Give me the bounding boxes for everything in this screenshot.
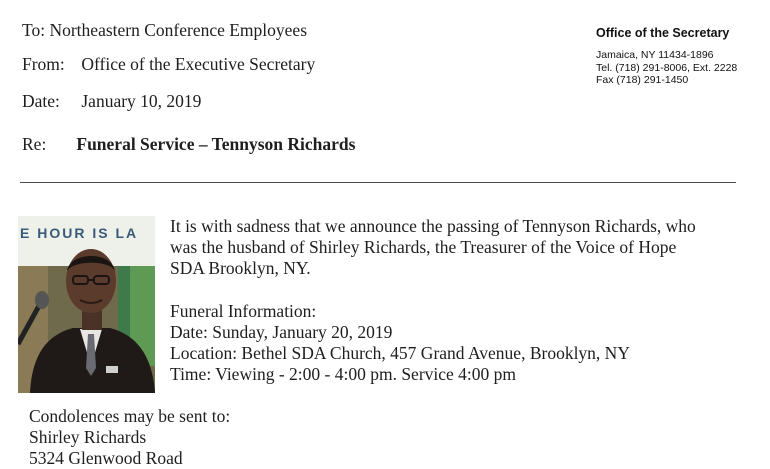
- from-label: From:: [22, 54, 65, 74]
- memo-from: [22, 54, 315, 75]
- office-fax: Fax (718) 291-1450: [596, 74, 689, 86]
- announcement-line-1: It is with sadness that we announce the passing of Tennyson Richards, who: [170, 216, 696, 236]
- office-address: Jamaica, NY 11434-1896: [596, 49, 714, 61]
- memo-to: [22, 20, 307, 41]
- date-label: Date:: [22, 91, 60, 111]
- office-tel: Tel. (718) 291-8006, Ext. 2228: [596, 61, 738, 74]
- funeral-date: Date: Sunday, January 20, 2019: [170, 322, 393, 342]
- funeral-location: Location: Bethel SDA Church, 457 Grand Avenue, Brooklyn, NY: [170, 343, 630, 363]
- to-value: Northeastern Conference Employees: [49, 20, 308, 40]
- portrait-photo: [18, 216, 155, 393]
- date-value: January 10, 2019: [81, 91, 202, 111]
- funeral-heading: Funeral Information:: [170, 301, 317, 321]
- to-label: To:: [22, 20, 46, 40]
- condolences-heading: Condolences may be sent to:: [29, 406, 231, 426]
- re-value: Funeral Service – Tennyson Richards: [76, 134, 356, 154]
- condolences-name: Shirley Richards: [29, 427, 147, 447]
- condolences-address: 5324 Glenwood Road: [29, 448, 183, 468]
- divider: [20, 182, 736, 183]
- from-value: Office of the Executive Secretary: [81, 54, 316, 74]
- memo-re: [22, 134, 355, 155]
- announcement-line-2: was the husband of Shirley Richards, the Treasurer of the Voice of Hope: [170, 237, 677, 257]
- announcement-line-3: SDA Brooklyn, NY.: [170, 258, 311, 278]
- office-title: Office of the Secretary: [596, 26, 730, 40]
- memo-date: [22, 91, 201, 112]
- funeral-time: Time: Viewing - 2:00 - 4:00 pm. Service 4:00 pm: [170, 364, 517, 384]
- office-block: [596, 26, 737, 87]
- portrait-image: [18, 216, 155, 393]
- banner-text: E HOUR IS LA: [20, 225, 139, 241]
- re-label: Re:: [22, 134, 47, 154]
